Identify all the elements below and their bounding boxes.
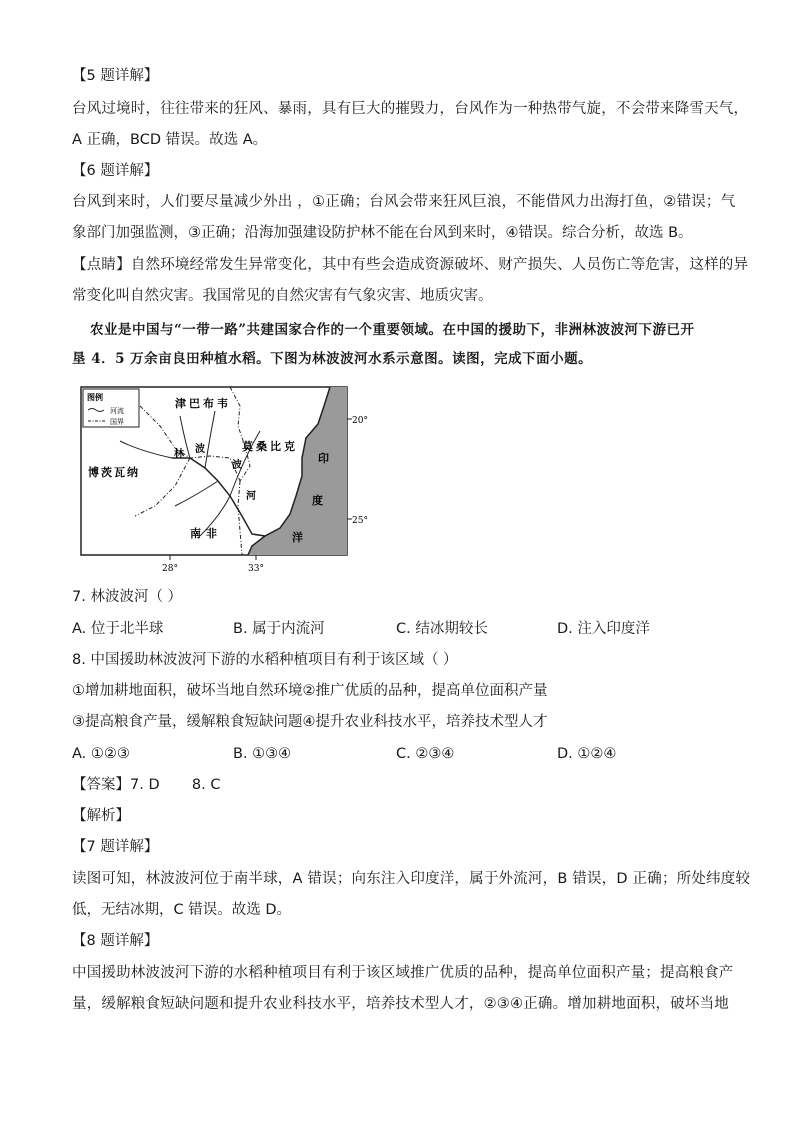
q7-stem: 7. 林波波河（ ） xyxy=(72,589,183,605)
label-river-he: 河 xyxy=(246,491,256,502)
q6-detail-heading: 【6 题详解】 xyxy=(72,163,159,179)
q7-option-b: B. 属于内流河 xyxy=(233,621,325,637)
lat-25-label: 25° xyxy=(352,516,368,526)
q6-detail-line-2: 象部门加强监测，③正确；沿海加强建设防护林不能在台风到来时，④错误。综合分析，故选 B。 xyxy=(72,225,693,241)
lat-20-label: 20° xyxy=(352,416,368,426)
dianjing-line-1: 【点睛】自然环境经常发生异常变化，其中有些会造成资源破坏、财产损失、人员伤亡等危害，这样的异 xyxy=(72,257,749,273)
limpopo-map-svg xyxy=(80,386,380,576)
label-south-africa: 南非 xyxy=(190,527,222,540)
label-ocean-yin: 印 xyxy=(318,452,329,465)
label-botswana: 博茨瓦纳 xyxy=(88,466,140,479)
q5-detail-heading: 【5 题详解】 xyxy=(72,68,159,84)
q7-detail-line-2: 低，无结冰期，C 错误。故选 D。 xyxy=(72,902,292,918)
q7-option-d: D. 注入印度洋 xyxy=(557,621,650,637)
answer-text: 7. D 8. C xyxy=(130,777,221,793)
label-zimbabwe: 津巴布韦 xyxy=(175,397,231,410)
q7-option-a: A. 位于北半球 xyxy=(72,621,164,637)
q8-stem: 8. 中国援助林波波河下游的水稻种植项目有利于该区域（ ） xyxy=(72,652,458,668)
answer-row xyxy=(72,775,220,795)
limpopo-river-map xyxy=(80,386,380,576)
label-ocean-yang: 洋 xyxy=(292,531,303,544)
label-river-bo: 波 xyxy=(195,444,205,455)
q8-detail-heading: 【8 题详解】 xyxy=(72,933,159,949)
label-river-lin: 林 xyxy=(174,449,184,460)
lon-28-label: 28° xyxy=(162,564,178,574)
q6-detail-line-1: 台风到来时，人们要尽量减少外出 ，①正确；台风会带来狂风巨浪，不能借风力出海打鱼，②错误；气 xyxy=(72,194,736,210)
q8-statement-line-2: ③提高粮食产量，缓解粮食短缺问题④提升农业科技水平，培养技术型人才 xyxy=(72,714,548,730)
legend-river-label: 河流 xyxy=(110,407,124,415)
q7-detail-line-1: 读图可知，林波波河位于南半球，A 错误；向东注入印度洋，属于外流河，B 错误，D 正确；所处纬度较 xyxy=(72,871,751,887)
label-river-bo2: 波 xyxy=(232,460,242,471)
label-ocean-du: 度 xyxy=(312,494,323,507)
q5-detail-line-1: 台风过境时，往往带来的狂风、暴雨，具有巨大的摧毁力，台风作为一种热带气旋，不会带来降雪天气， xyxy=(72,101,749,117)
dianjing-line-2: 常变化叫自然灾害。我国常见的自然灾害有气象灾害、地质灾害。 xyxy=(72,288,493,304)
legend-title: 图例 xyxy=(87,392,103,402)
q8-option-a: A. ①②③ xyxy=(72,746,130,762)
legend-border-label: 国界 xyxy=(110,418,124,426)
q8-detail-line-1: 中国援助林波波河下游的水稻种植项目有利于该区域推广优质的品种，提高单位面积产量；提高粮食产 xyxy=(72,965,734,981)
intro-line-2: 垦 4．5 万余亩良田种植水稻。下图为林波波河水系示意图。读图，完成下面小题。 xyxy=(72,351,593,367)
q8-option-c: C. ②③④ xyxy=(396,746,455,762)
intro-line-1: 农业是中国与“一带一路”共建国家合作的一个重要领域。在中国的援助下，非洲林波波河下游已开 xyxy=(90,322,695,338)
answer-label: 【答案】 xyxy=(72,777,130,793)
q8-option-b: B. ①③④ xyxy=(233,746,292,762)
q7-option-c: C. 结冰期较长 xyxy=(396,621,488,637)
q8-detail-line-2: 量，缓解粮食短缺问题和提升农业科技水平，培养技术型人才，②③④正确。增加耕地面积，破坏当地 xyxy=(72,996,729,1012)
label-mozambique: 莫桑比克 xyxy=(242,440,298,453)
q5-detail-line-2: A 正确，BCD 错误。故选 A。 xyxy=(72,132,268,148)
analysis-heading: 【解析】 xyxy=(72,808,130,824)
q8-option-d: D. ①②④ xyxy=(557,746,617,762)
lon-33-label: 33° xyxy=(248,564,264,574)
q7-detail-heading: 【7 题详解】 xyxy=(72,839,159,855)
q8-statement-line-1: ①增加耕地面积，破坏当地自然环境②推广优质的品种，提高单位面积产量 xyxy=(72,683,548,699)
